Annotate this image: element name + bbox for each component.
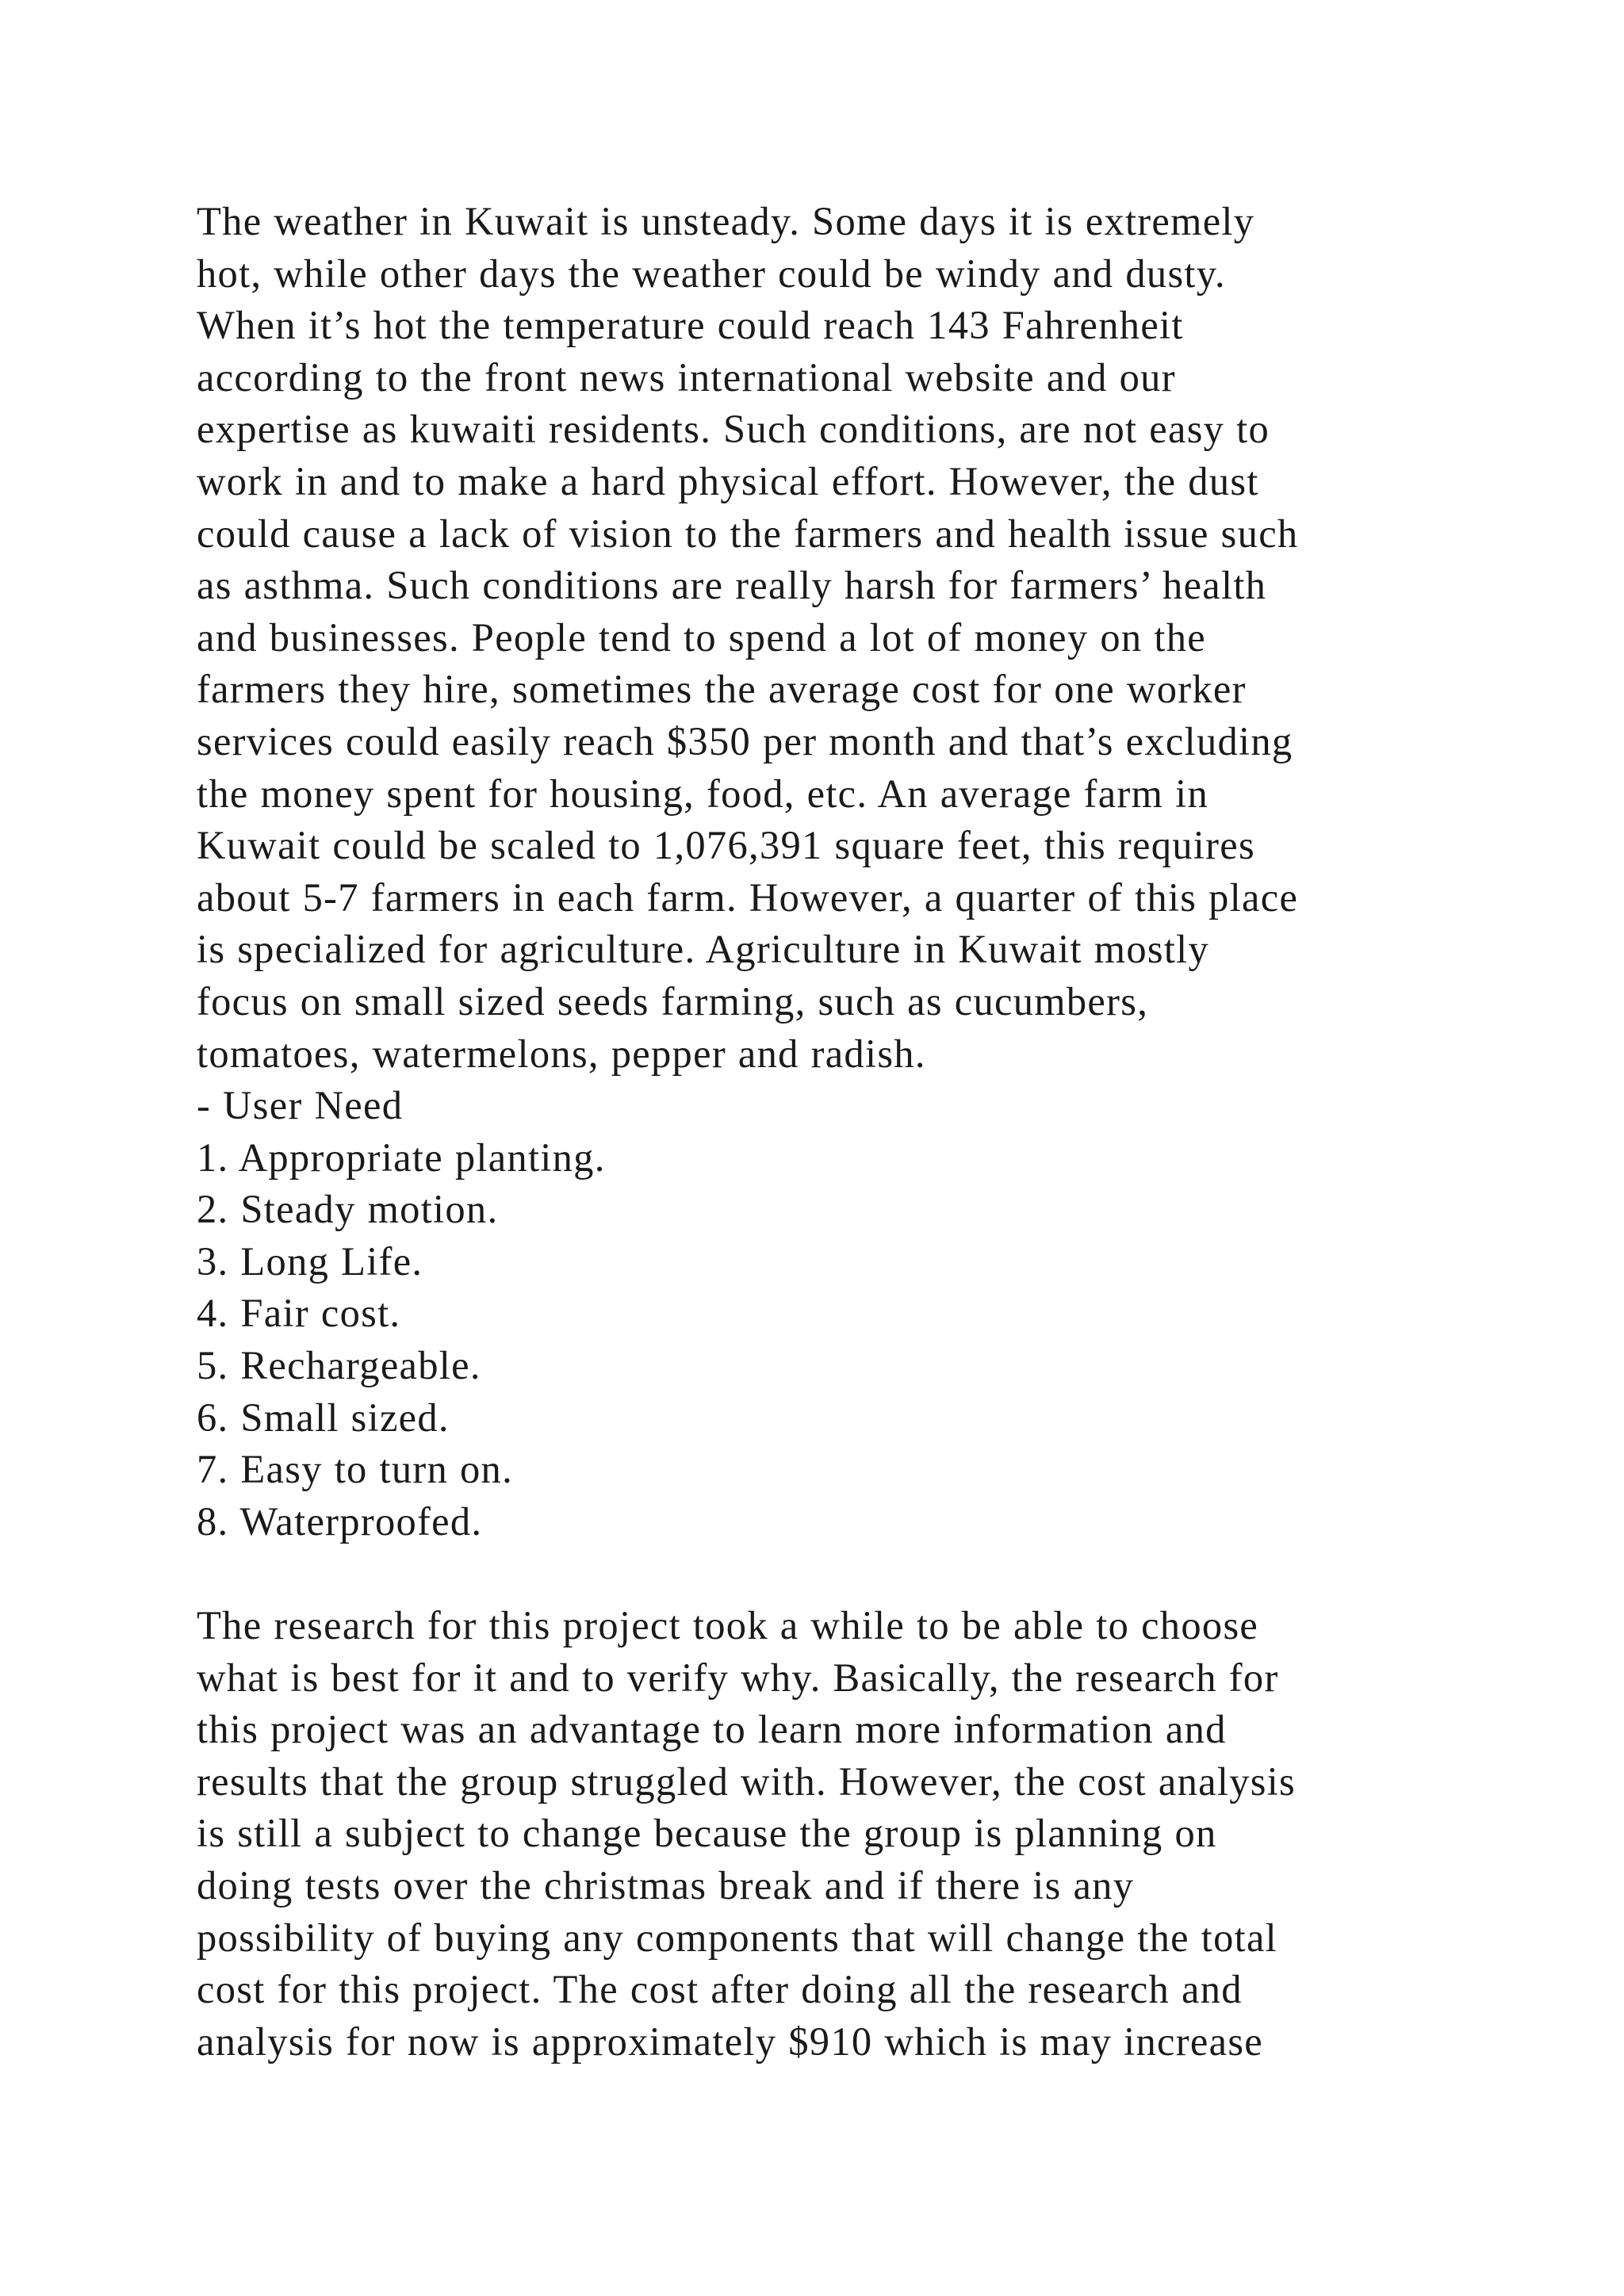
paragraph-research bbox=[197, 1600, 1465, 2068]
text-line: expertise as kuwaiti residents. Such conditions, are not easy to bbox=[197, 407, 1270, 452]
list-item: 8. Waterproofed. bbox=[197, 1498, 483, 1544]
list-item: 2. Steady motion. bbox=[197, 1187, 499, 1232]
list-item: 3. Long Life. bbox=[197, 1238, 423, 1284]
user-need-heading: - User Need bbox=[197, 1083, 404, 1128]
text-line: this project was an advantage to learn more information and bbox=[197, 1707, 1227, 1752]
text-line: as asthma. Such conditions are really harsh for farmers’ health bbox=[197, 563, 1267, 608]
text-line: the money spent for housing, food, etc. An average farm in bbox=[197, 771, 1209, 816]
text-line: work in and to make a hard physical effort. However, the dust bbox=[197, 458, 1259, 503]
text-line: about 5-7 farmers in each farm. However, a quarter of this place bbox=[197, 874, 1299, 920]
text-line: tomatoes, watermelons, pepper and radish. bbox=[197, 1031, 926, 1076]
text-line: and businesses. People tend to spend a lot of money on the bbox=[197, 614, 1206, 660]
text-line: what is best for it and to verify why. Basically, the research for bbox=[197, 1655, 1279, 1700]
text-line: services could easily reach $350 per month and that’s excluding bbox=[197, 718, 1293, 763]
document-body bbox=[197, 196, 1465, 2068]
paragraph-weather bbox=[197, 196, 1465, 1080]
text-line: possibility of buying any components that will change the total bbox=[197, 1915, 1278, 1960]
list-item: 5. Rechargeable. bbox=[197, 1343, 481, 1388]
text-line: focus on small sized seeds farming, such as cucumbers, bbox=[197, 978, 1149, 1024]
text-line: cost for this project. The cost after doing all the research and bbox=[197, 1967, 1243, 2012]
user-need-section bbox=[197, 1080, 1465, 1548]
text-line: The weather in Kuwait is unsteady. Some days it is extremely bbox=[197, 199, 1255, 243]
list-item: 4. Fair cost. bbox=[197, 1291, 401, 1336]
text-line: according to the front news international website and our bbox=[197, 354, 1176, 400]
text-line: farmers they hire, sometimes the average cost for one worker bbox=[197, 667, 1247, 712]
text-line: analysis for now is approximately $910 which is may increase bbox=[197, 2019, 1263, 2064]
text-line: When it’s hot the temperature could reach 143 Fahrenheit bbox=[197, 303, 1184, 348]
text-line: could cause a lack of vision to the farmers and health issue such bbox=[197, 511, 1299, 556]
paragraph-spacer bbox=[197, 1548, 1465, 1600]
text-line: results that the group struggled with. However, the cost analysis bbox=[197, 1758, 1296, 1804]
text-line: The research for this project took a while to be able to choose bbox=[197, 1603, 1259, 1648]
text-line: Kuwait could be scaled to 1,076,391 square feet, this requires bbox=[197, 823, 1255, 868]
text-line: is specialized for agriculture. Agriculture in Kuwait mostly bbox=[197, 927, 1210, 972]
text-line: is still a subject to change because the group is planning on bbox=[197, 1811, 1217, 1856]
list-item: 7. Easy to turn on. bbox=[197, 1447, 513, 1492]
text-line: hot, while other days the weather could be windy and dusty. bbox=[197, 251, 1226, 296]
text-line: doing tests over the christmas break and if there is any bbox=[197, 1863, 1135, 1908]
list-item: 6. Small sized. bbox=[197, 1395, 450, 1440]
list-item: 1. Appropriate planting. bbox=[197, 1135, 606, 1180]
